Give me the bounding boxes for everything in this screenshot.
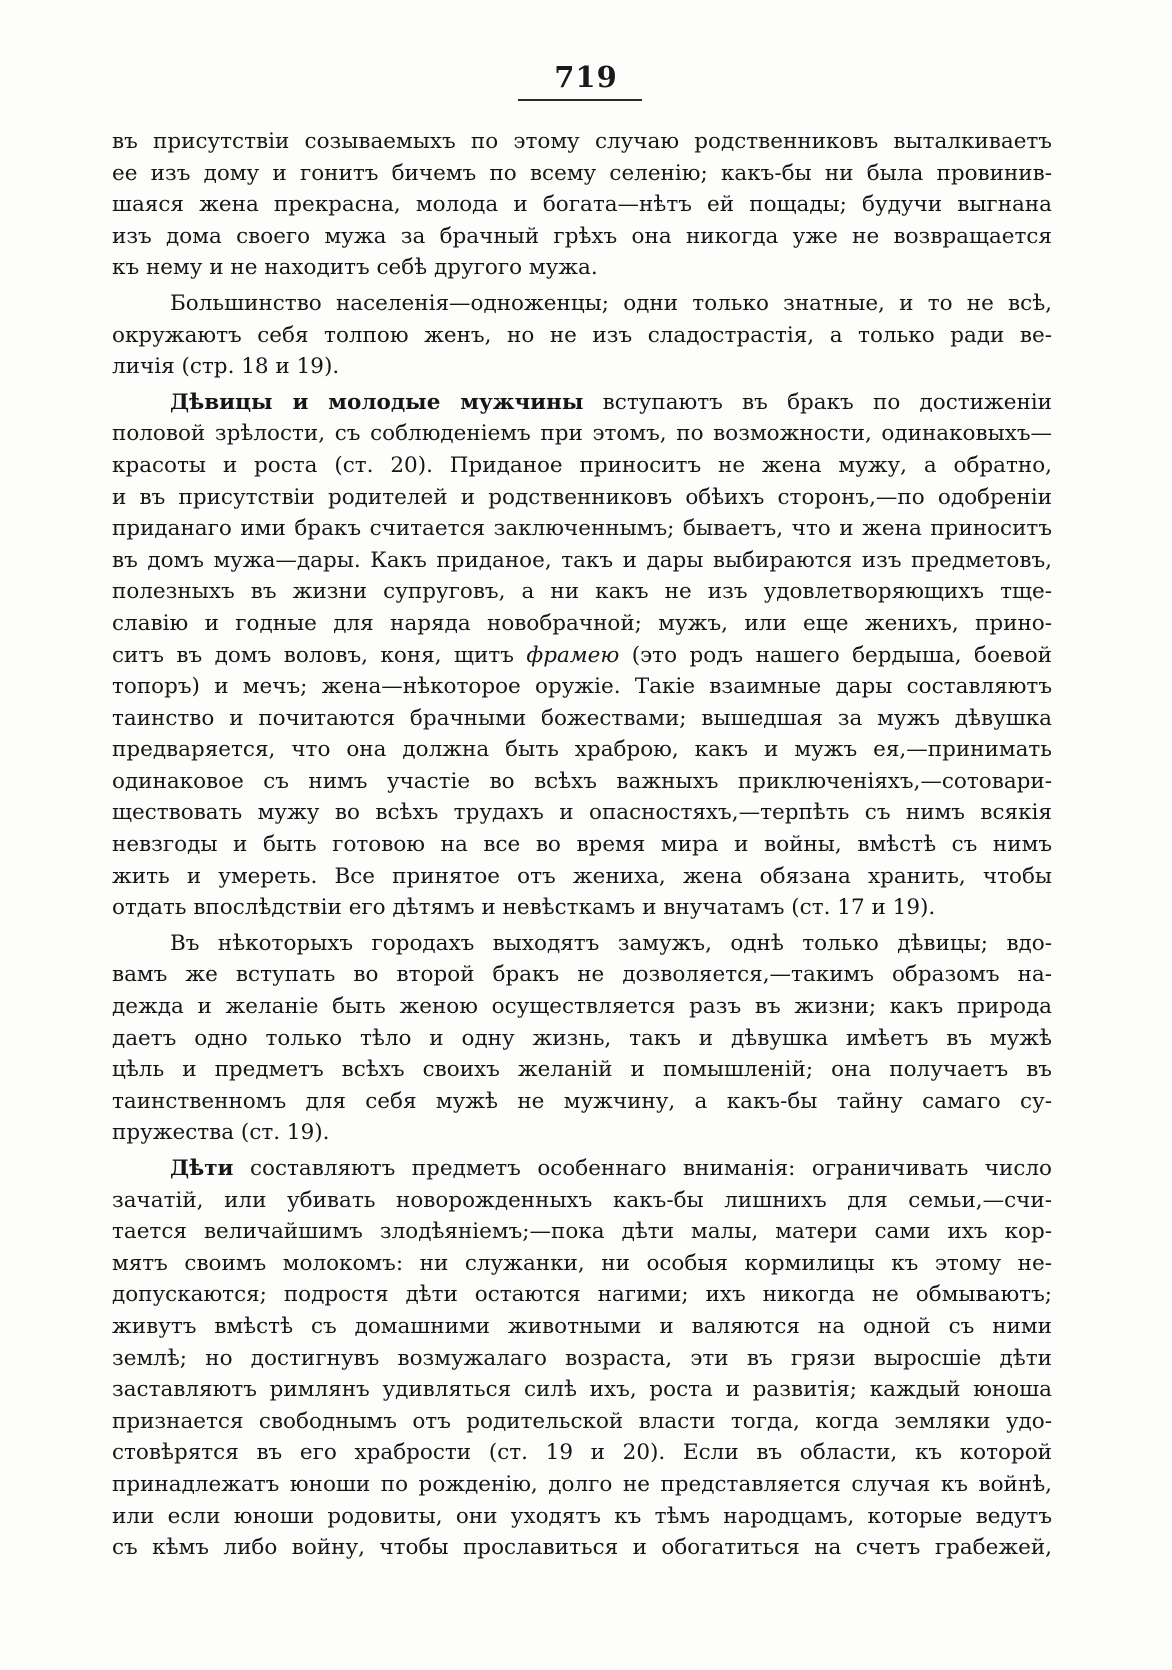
text-line: къ нему и не находитъ себѣ другого мужа. — [112, 255, 598, 281]
text-line: живутъ вмѣстѣ съ домашними животными и валяются на одной съ ними — [112, 1313, 1052, 1339]
paragraph — [112, 928, 1052, 1149]
paragraph — [112, 387, 1052, 924]
text-line — [112, 1153, 1052, 1185]
text-line: Въ нѣкоторыхъ городахъ выходятъ замужъ, однѣ только дѣвицы; вдо- — [170, 930, 1052, 956]
text-line: дежда и желаніе быть женою осуществляется разъ въ жизни; какъ природа — [112, 994, 1052, 1020]
text-line: и въ присутствіи родителей и родственниковъ обѣихъ сторонъ,—по одобреніи — [112, 484, 1052, 510]
text-line: предваряется, что она должна быть храброю, какъ и мужъ ея,—принимать — [112, 737, 1052, 763]
paragraph — [112, 126, 1052, 284]
text-line: тается величайшимъ злодѣяніемъ;—пока дѣти малы, матери сами ихъ кор- — [112, 1219, 1052, 1245]
body-text — [112, 126, 1052, 1564]
lead-phrase: Дѣвицы и молодые мужчины — [170, 389, 584, 415]
text-line: окружаютъ себя толпою женъ, но не изъ сладострастія, а только ради ве- — [112, 322, 1052, 348]
text-line: даетъ одно только тѣло и одну жизнь, такъ и дѣвушка имѣетъ въ мужѣ — [112, 1025, 1052, 1051]
text-line: личія (стр. 18 и 19). — [112, 354, 340, 380]
line-rest: составляютъ предметъ особеннаго вниманія: ограничивать число — [233, 1156, 1052, 1181]
text-line: въ присутствіи созываемыхъ по этому случаю родственниковъ выталкиваетъ — [112, 129, 1052, 154]
text-line: половой зрѣлости, съ соблюденіемъ при этомъ, по возможности, одинаковыхъ— — [112, 421, 1052, 447]
line-segment: (это родъ нашего бердыша, боевой — [619, 642, 1052, 668]
text-line: красоты и роста (ст. 20). Приданое приноситъ не жена мужу, а обратно, — [112, 452, 1052, 478]
text-line: заставляютъ римлянъ удивляться силѣ ихъ, роста и развитія; каждый юноша — [112, 1377, 1052, 1403]
text-line: топоръ) и мечъ; жена—нѣкоторое оружіе. Такіе взаимные дары составляютъ — [112, 674, 1052, 700]
text-line: Большинство населенія—одноженцы; одни только знатные, и то не всѣ, — [170, 290, 1052, 316]
text-line: отдать впослѣдствіи его дѣтямъ и невѣсткамъ и внучатамъ (ст. 17 и 19). — [112, 895, 936, 921]
text-line: признается свободнымъ отъ родительской власти тогда, когда земляки удо- — [112, 1408, 1052, 1434]
text-line: стовѣрятся въ его храбрости (ст. 19 и 20). Если въ области, къ которой — [112, 1440, 1052, 1466]
text-line: таинственномъ для себя мужѣ не мужчину, а какъ-бы тайну самаго су- — [112, 1088, 1052, 1114]
text-line: приданаго ими бракъ считается заключеннымъ; бываетъ, что и жена приноситъ — [112, 516, 1052, 542]
text-line: цѣль и предметъ всѣхъ своихъ желаній и помышленій; она получаетъ въ — [112, 1057, 1052, 1083]
text-line: жить и умереть. Все принятое отъ жениха, жена обязана хранить, чтобы — [112, 863, 1052, 889]
paragraph — [112, 288, 1052, 383]
text-line: полезныхъ въ жизни супруговъ, а ни какъ не изъ удовлетворяющихъ тщe- — [112, 579, 1052, 605]
text-line-with-italic — [112, 640, 1052, 672]
text-line: вамъ же вступать во второй бракъ не дозволяется,—такимъ образомъ на- — [112, 962, 1052, 988]
text-line: съ кѣмъ либо войну, чтобы прославиться и обогатиться на счетъ грабежей, — [112, 1535, 1052, 1561]
text-line: землѣ; но достигнувъ возмужалаго возраста, эти въ грязи выросшіе дѣти — [112, 1345, 1052, 1371]
text-line: ществовать мужу во всѣхъ трудахъ и опасностяхъ,—терпѣть съ нимъ всякія — [112, 800, 1052, 826]
text-line: пружества (ст. 19). — [112, 1120, 330, 1146]
text-line: ее изъ дому и гонитъ бичемъ по всему селенію; какъ-бы ни была провинив- — [112, 160, 1052, 186]
line-rest: вступаютъ въ бракъ по достиженіи — [583, 389, 1052, 415]
page-number: 719 — [554, 60, 618, 94]
text-line: принадлежатъ юноши по рожденію, долго не представляется случая къ войнѣ, — [112, 1471, 1052, 1497]
italic-term: фрамею — [526, 642, 620, 668]
paragraph — [112, 1153, 1052, 1564]
text-line: зачатій, или убивать новорожденныхъ какъ-бы лишнихъ для семьи,—счи- — [112, 1187, 1052, 1213]
text-line: въ домъ мужа—дары. Какъ приданое, такъ и дары выбираются изъ предметовъ, — [112, 547, 1052, 573]
lead-phrase: Дѣти — [170, 1156, 234, 1181]
text-line: славію и годные для наряда новобрачной; мужъ, или еще женихъ, прино- — [112, 610, 1052, 636]
text-line: таинство и почитаются брачными божествами; вышедшая за мужъ дѣвушка — [112, 705, 1052, 731]
text-line: или если юноши родовиты, они уходятъ къ тѣмъ народцамъ, которые ведутъ — [112, 1503, 1052, 1529]
line-segment: ситъ въ домъ воловъ, коня, щитъ — [112, 642, 527, 668]
header-rule — [518, 99, 642, 101]
text-line: шаяся жена прекрасна, молода и богата—нѣтъ ей пощады; будучи выгнана — [112, 192, 1052, 218]
text-line — [112, 387, 1052, 419]
text-line: мятъ своимъ молокомъ: ни служанки, ни особыя кормилицы къ этому не- — [112, 1250, 1052, 1276]
text-line: изъ дома своего мужа за брачный грѣхъ она никогда уже не возвращается — [112, 223, 1052, 249]
text-line: невзгоды и быть готовою на все во время мира и войны, вмѣстѣ съ нимъ — [112, 832, 1052, 858]
text-line: одинаковое съ нимъ участіе во всѣхъ важныхъ приключеніяхъ,—сотовари- — [112, 768, 1052, 794]
text-line: допускаются; подростя дѣти остаются нагими; ихъ никогда не обмываютъ; — [112, 1282, 1052, 1308]
